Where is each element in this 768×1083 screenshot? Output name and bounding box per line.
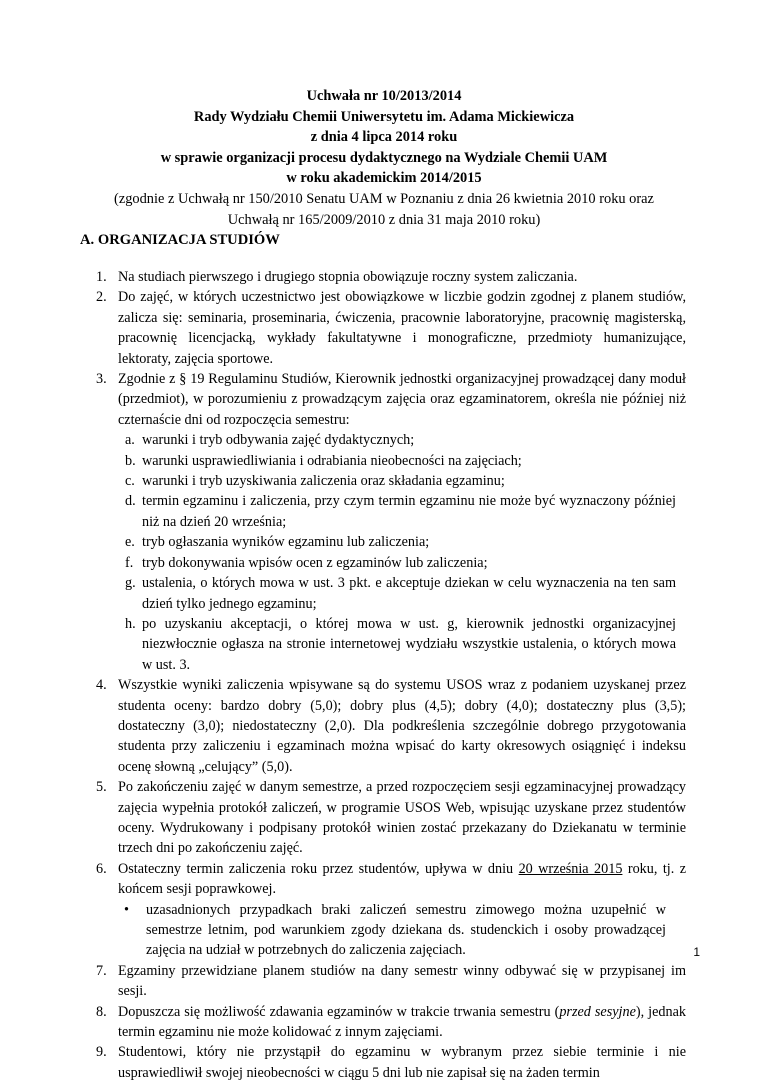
sub-item-text: warunki i tryb uzyskiwania zaliczenia oraz składania egzaminu; <box>142 473 505 490</box>
sub-item-letter: d. <box>125 493 136 510</box>
bullet-text: uzasadnionych przypadkach braki zaliczeń semestru zimowego można uzupełnić w semestrze letnim, pod warunkiem zgody dziekana ds. studenckich i osoby prowadzącej zajęcia na udział w potrzebnych do zaliczenia zajęciach. <box>146 901 666 959</box>
sub-item-letter: b. <box>125 452 136 469</box>
sub-item <box>80 614 686 675</box>
list-item <box>80 961 686 1002</box>
resolution-subject: w sprawie organizacji procesu dydaktycznego na Wydziale Chemii UAM <box>160 149 608 166</box>
legal-basis-line1: (zgodnie z Uchwałą nr 150/2010 Senatu UAM w Poznaniu z dnia 26 kwietnia 2010 roku oraz <box>114 190 654 207</box>
bullet-dot-icon: • <box>124 901 129 918</box>
item-text: Zgodnie z § 19 Regulaminu Studiów, Kierownik jednostki organizacyjnej prowadzącej dany moduł (przedmiot), w porozumieniu z prowadzącym zajęcia oraz egzaminatorem, określa nie później niż czternaście dni od rozpoczęcia semestru: <box>118 371 686 428</box>
item-text <box>118 1002 686 1043</box>
resolution-number: Uchwała nr 10/2013/2014 <box>306 88 462 104</box>
item-number: 6. <box>96 860 107 877</box>
sub-item-letter: c. <box>125 473 135 490</box>
sub-item-text: ustalenia, o których mowa w ust. 3 pkt. e akceptuje dziekan w celu wyznaczenia na ten sam dzień tylko jednego egzaminu; <box>142 575 676 612</box>
item-number: 7. <box>96 962 107 979</box>
item-number: 5. <box>96 779 107 796</box>
legal-basis-line2: Uchwałą nr 165/2009/2010 z dnia 31 maja 2010 roku) <box>227 211 541 228</box>
sub-item <box>80 471 686 491</box>
list-item <box>80 859 686 900</box>
sub-item-text: warunki usprawiedliwiania i odrabiania nieobecności na zajęciach; <box>142 452 522 469</box>
resolution-header <box>0 86 768 230</box>
item-text: Egzaminy przewidziane planem studiów na dany semestr winny odbywać się w przypisanej im sesji. <box>118 962 686 1000</box>
section-title: A. ORGANIZACJA STUDIÓW <box>80 232 280 248</box>
bullet-item <box>80 900 686 961</box>
sub-item-text: termin egzaminu i zaliczenia, przy czym termin egzaminu nie może być wyznaczony później niż na dzień 20 września; <box>142 493 676 530</box>
regulation-list <box>80 267 686 1083</box>
sub-item-letter: h. <box>125 615 136 632</box>
list-item <box>80 675 686 777</box>
sub-item-text: po uzyskaniu akceptacji, o której mowa w ust. g, kierownik jednostki organizacyjnej niezwłocznie ogłasza na stronie internetowej wydziału wszystkie ustalenia, o których mowa w ust. 3. <box>142 615 676 673</box>
sub-item <box>80 451 686 471</box>
sub-item <box>80 430 686 450</box>
academic-year: w roku akademickim 2014/2015 <box>286 170 482 187</box>
item-text: Studentowi, który nie przystąpił do egzaminu w wybranym przez siebie terminie i nie usprawiedliwił swojej nieobecności w ciągu 5 dni lub nie zapisał się na żaden termin <box>118 1044 686 1081</box>
item-text-start: Dopuszcza się możliwość zdawania egzaminów w trakcie trwania semestru ( <box>118 1003 560 1020</box>
item-number: 4. <box>96 677 107 694</box>
item-number: 3. <box>96 371 107 388</box>
item-text <box>118 859 686 900</box>
item-text: Na studiach pierwszego i drugiego stopnia obowiązuje roczny system zaliczania. <box>118 269 578 285</box>
item-text: Do zajęć, w których uczestnictwo jest obowiązkowe w liczbie godzin zgodnej z planem studiów, zalicza się: seminaria, proseminaria, ćwiczenia, pracownie laboratoryjne, pracownię magisterską, pracownię licencjacką, wykłady fakultatywne i monograficzne, przedmioty humanizujące, lektoraty, zajęcia sportowe. <box>118 289 686 367</box>
sub-item-letter: a. <box>125 432 135 449</box>
sub-item-letter: g. <box>125 575 136 592</box>
sub-item-text: tryb ogłaszania wyników egzaminu lub zaliczenia; <box>142 534 430 551</box>
item-number: 1. <box>96 269 107 285</box>
sub-item <box>80 573 686 614</box>
item-text-end: roku, tj. z końcem sesji poprawkowej. <box>118 860 687 898</box>
item-number: 2. <box>96 289 107 306</box>
page-number: 1 <box>693 945 700 959</box>
item-text-end: ), jednak termin egzaminu nie może kolidować z innym zajęciami. <box>118 1003 687 1041</box>
deadline-date: 20 września 2015 <box>518 860 623 877</box>
item-number: 8. <box>96 1003 107 1020</box>
sub-item-letter: f. <box>125 554 134 571</box>
list-item <box>80 287 686 369</box>
sub-item <box>80 491 686 532</box>
item-text-start: Ostateczny termin zaliczenia roku przez studentów, upływa w dniu <box>118 860 519 877</box>
item-text: Po zakończeniu zajęć w danym semestrze, a przed rozpoczęciem sesji egzaminacyjnej prowadzący zajęcia wypełnia protokół zaliczeń, w programie USOS Web, wpisując uzyskane przez studentów oceny. Wydrukowany i podpisany protokół winien zostać przekazany do Dziekanatu w terminie trzech dni po zakończeniu zajęć. <box>118 779 686 857</box>
list-item <box>80 369 686 430</box>
sub-item <box>80 532 686 552</box>
sub-item-text: warunki i tryb odbywania zajęć dydaktycznych; <box>142 432 415 449</box>
list-item <box>80 1002 686 1043</box>
list-item <box>80 1042 686 1083</box>
sub-item-text: tryb dokonywania wpisów ocen z egzaminów lub zaliczenia; <box>142 554 488 571</box>
list-item <box>80 267 686 287</box>
resolution-date: z dnia 4 lipca 2014 roku <box>310 129 458 146</box>
item-text: Wszystkie wyniki zaliczenia wpisywane są do systemu USOS wraz z podaniem uzyskanej przez studenta oceny: bardzo dobry (5,0); dobry plus (4,5); dobry (4,0); dostateczny plus (3,5); dostateczny (3,0); niedostateczny (2,0). Dla podkreślenia szczególnie dobrego przygotowania studenta przy zaliczeniu i egzaminach można wpisać do karty okresowych osiągnięć i indeksu ocenę słowną „celujący” (5,0). <box>118 677 686 775</box>
item-number: 9. <box>96 1044 107 1061</box>
list-item <box>80 777 686 859</box>
sub-item <box>80 553 686 573</box>
sub-item-letter: e. <box>125 534 135 551</box>
council-name: Rady Wydziału Chemii Uniwersytetu im. Adama Mickiewicza <box>193 108 575 125</box>
italic-term: przed sesyjne <box>559 1003 636 1020</box>
